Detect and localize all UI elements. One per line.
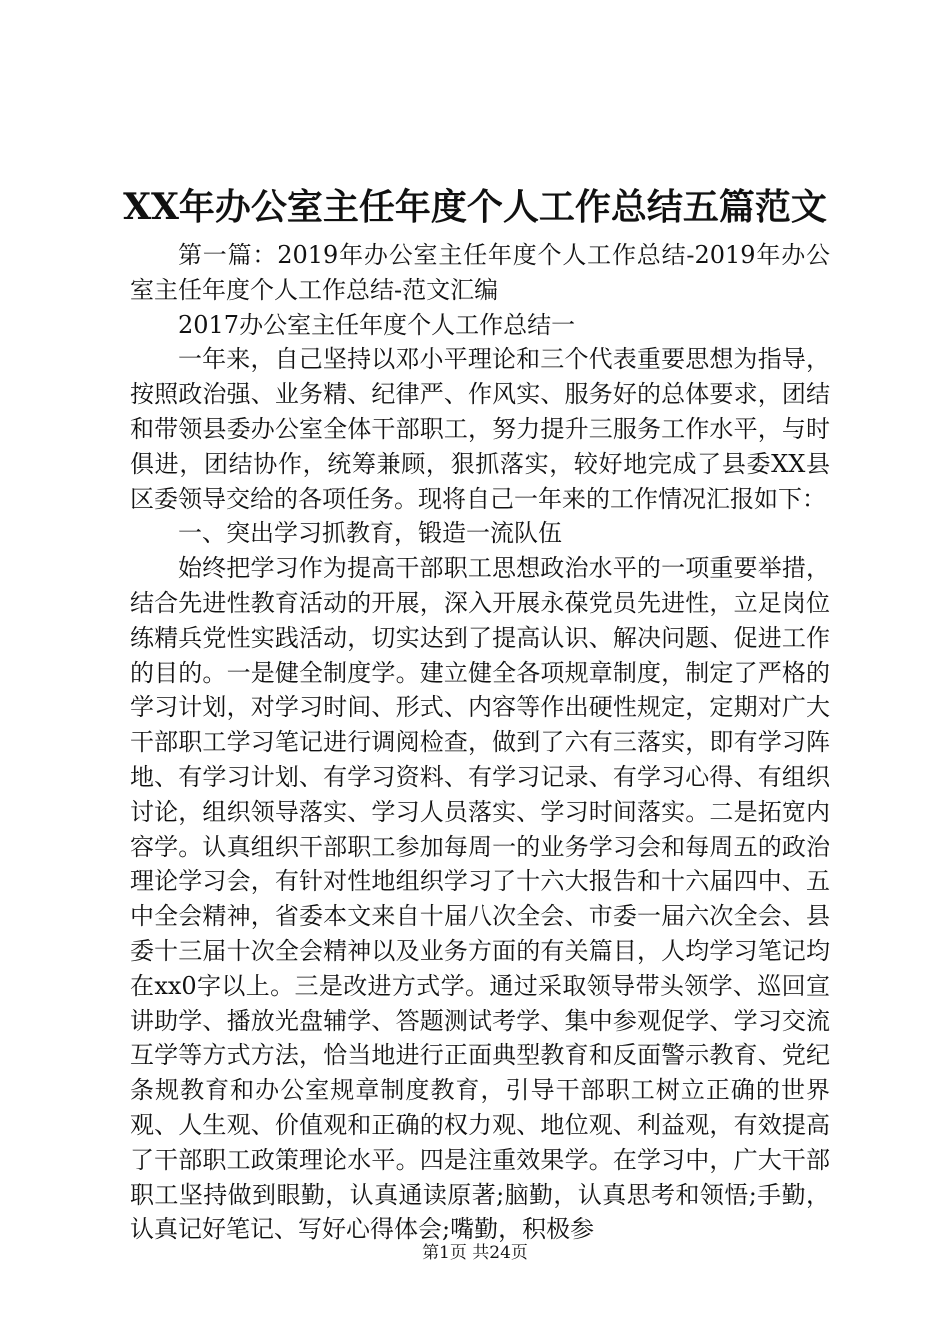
paragraph-subtitle: 2017办公室主任年度个人工作总结一 (178, 310, 576, 339)
page-footer: 第1页 共24页 (422, 1243, 528, 1263)
paragraph-study-details: 始终把学习作为提高干部职工思想政治水平的一项重要举措，结合先进性教育活动的开展，深入开展永葆党员先进性，立足岗位练精兵党性实践活动，切实达到了提高认识、解决问题、促进工作的目的。一是健全制度学。建立健全各项规章制度，制定了严格的学习计划，对学习时间、形式、内容等作出硬性规定，定期对广大干部职工学习笔记进行调阅检查，做到了六有三落实，即有学习阵地、有学习计划、有学习资料、有学习记录、有学习心得、有组织讨论，组织领导落实、学习人员落实、学习时间落实。二是拓宽内容学。认真组织干部职工参加每周一的业务学习会和每周五的政治理论学习会，有针对性地组织学习了十六大报告和十六届四中、五中全会精神，省委本文来自十届八次全会、市委一届六次全会、县委十三届十次全会精神以及业务方面的有关篇目，人均学习笔记均在xx0字以上。三是改进方式学。通过采取领导带头领学、巡回宣讲助学、播放光盘辅学、答题测试考学、集中参观促学、学习交流互学等方式方法，恰当地进行正面典型教育和反面警示教育、党纪条规教育和办公室规章制度教育，引导干部职工树立正确的世界观、人生观、价值观和正确的权力观、地位观、利益观，有效提高了干部职工政策理论水平。四是注重效果学。在学习中，广大干部职工坚持做到眼勤，认真通读原著;脑勤，认真思考和领悟;手勤，认真记好笔记、写好心得体会;嘴勤，积极参 (130, 554, 830, 1244)
paragraph-section-heading: 第一篇：2019年办公室主任年度个人工作总结-2019年办公室主任年度个人工作总结-范文汇编 (130, 241, 830, 304)
paragraph-intro: 一年来，自己坚持以邓小平理论和三个代表重要思想为指导，按照政治强、业务精、纪律严、作风实、服务好的总体要求，团结和带领县委办公室全体干部职工，努力提升三服务工作水平，与时俱进，团结协作，统筹兼顾，狠抓落实，较好地完成了县委XX县区委领导交给的各项任务。现将自己一年来的工作情况汇报如下： (130, 345, 830, 513)
document-body (130, 238, 830, 1247)
paragraph-heading-one: 一、突出学习抓教育，锻造一流队伍 (178, 519, 562, 548)
document-title: XX年办公室主任年度个人工作总结五篇范文 (123, 186, 827, 228)
